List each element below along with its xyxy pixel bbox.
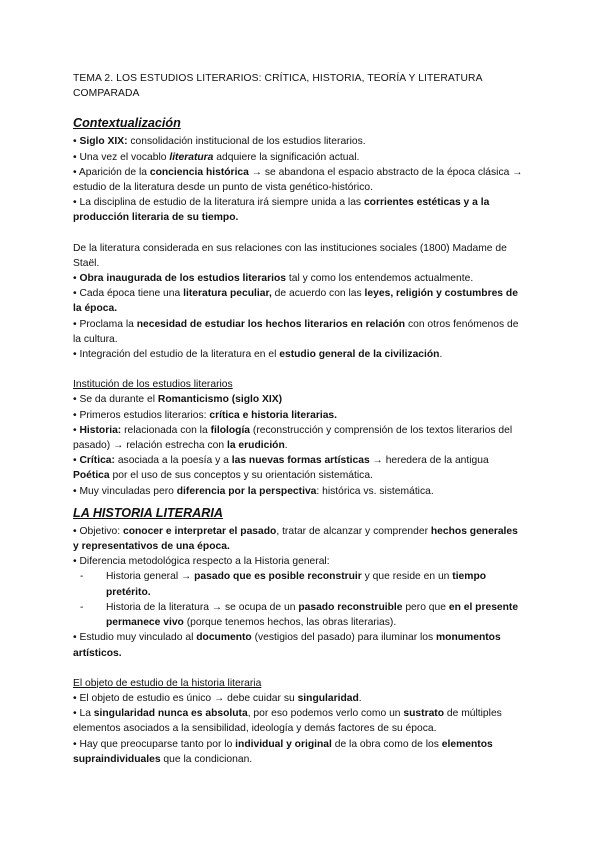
dash-item: - Historia general → pasado que es posible reconstruir y que reside en un tiempo pretérito. — [73, 569, 523, 599]
list-item: • Proclama la necesidad de estudiar los hechos literarios en relación con otros fenómenos de la cultura. — [73, 318, 519, 345]
list-item: • Diferencia metodológica respecto a la Historia general: — [73, 556, 330, 568]
heading-historia-literaria: LA HISTORIA LITERARIA — [73, 505, 223, 520]
list-item: • Estudio muy vinculado al documento (vestigios del pasado) para iluminar los monumentos artísticos. — [73, 632, 501, 659]
list-item: • Historia: relacionada con la filología (reconstrucción y comprensión de los textos literarios del pasado) → relación estrecha con la erudición. — [73, 424, 513, 452]
list-item: • Obra inaugurada de los estudios literarios tal y como los entendemos actualmente. — [73, 273, 474, 285]
list-item: • Siglo XIX: consolidación institucional de los estudios literarios. — [73, 136, 366, 148]
list-item: • La singularidad nunca es absoluta, por eso podemos verlo como un sustrato de múltiples elementos asociados a la sensibilidad, ideología y demás factores de su época. — [73, 708, 502, 735]
document-page — [73, 71, 523, 767]
list-item: • Aparición de la conciencia histórica → se abandona el espacio abstracto de la época clásica → estudio de la literatura desde un punto de vista genético-histórico. — [73, 166, 523, 194]
list-item: • Cada época tiene una literatura peculiar, de acuerdo con las leyes, religión y costumbres de la época. — [73, 288, 518, 315]
list-item: • Objetivo: conocer e interpretar el pasado, tratar de alcanzar y comprender hechos generales y representativos de una época. — [73, 525, 518, 553]
list-item: • Muy vinculadas pero diferencia por la perspectiva: histórica vs. sistemática. — [73, 485, 434, 497]
paragraph-stael: De la literatura considerada en sus relaciones con las instituciones sociales (1800) Madame de Staël. — [73, 242, 507, 269]
heading-objeto-estudio: El objeto de estudio de la historia literaria — [73, 677, 262, 689]
list-item: • Integración del estudio de la literatura en el estudio general de la civilización. — [73, 349, 443, 361]
list-item: • El objeto de estudio es único → debe cuidar su singularidad. — [73, 692, 362, 704]
heading-contextualizacion: Contextualización — [73, 116, 181, 131]
list-item: • Hay que preocuparse tanto por lo individual y original de la obra como de los elementos supraindividuales que la condicionan. — [73, 738, 493, 765]
list-item: • Una vez el vocablo literatura adquiere la significación actual. — [73, 151, 360, 163]
list-item: • Crítica: asociada a la poesía y a las nuevas formas artísticas → heredera de la antigua Poética por el uso de sus conceptos y su orientación sistemática. — [73, 455, 489, 482]
list-item: • Primeros estudios literarios: crítica e historia literarias. — [73, 409, 338, 421]
dash-item: - Historia de la literatura → se ocupa de un pasado reconstruible pero que en el presente permanece vivo (porque tenemos hechos, las obras literarias). — [73, 600, 523, 630]
list-item: • Se da durante el Romanticismo (siglo XIX) — [73, 394, 283, 406]
page-title: TEMA 2. LOS ESTUDIOS LITERARIOS: CRÍTICA, HISTORIA, TEORÍA Y LITERATURA COMPARADA — [73, 73, 482, 100]
list-item: • La disciplina de estudio de la literatura irá siempre unida a las corrientes estéticas y a la producción literaria de su tiempo. — [73, 197, 490, 224]
heading-institucion: Institución de los estudios literarios — [73, 379, 233, 391]
